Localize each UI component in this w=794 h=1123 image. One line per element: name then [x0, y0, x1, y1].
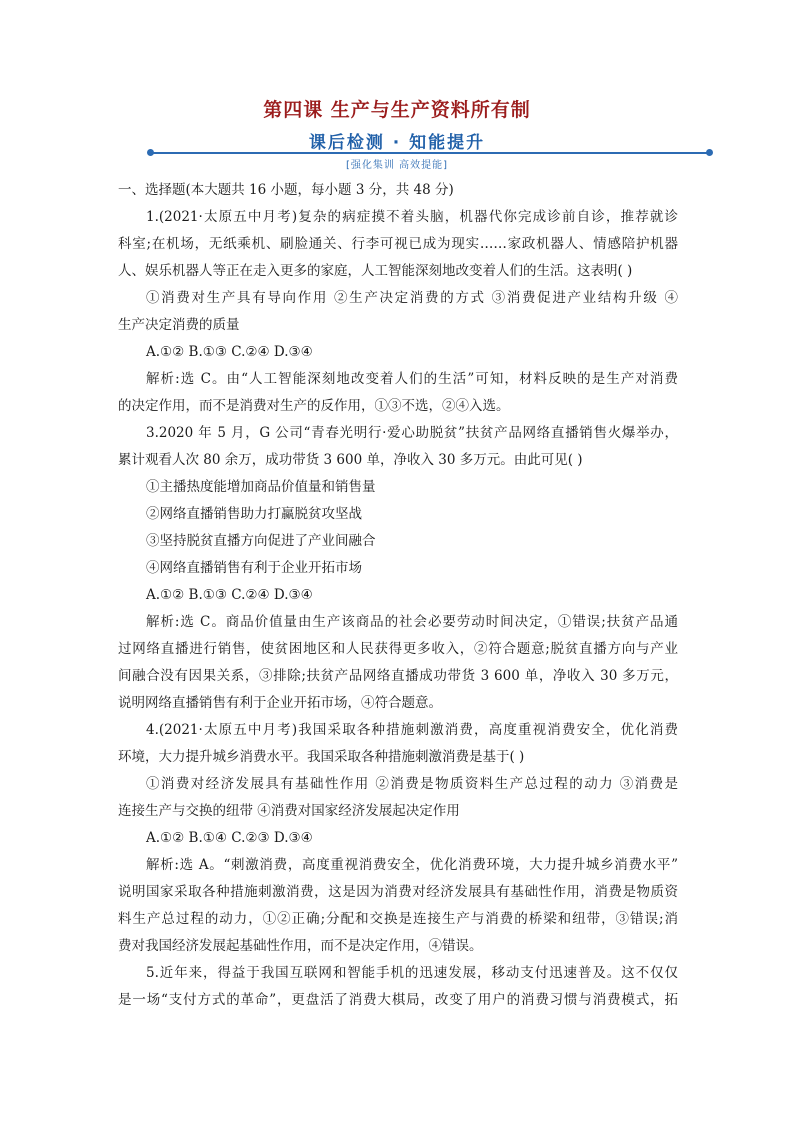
text-line: ③坚持脱贫直播方向促进了产业间融合: [146, 533, 376, 549]
text-line: ②网络直播销售助力打赢脱贫攻坚战: [146, 506, 362, 522]
text-line: 5.近年来，得益于我国互联网和智能手机的迅速发展，移动支付迅速普及。这不仅仅: [146, 965, 678, 981]
text-line: 料生产总过程的动力，①②正确;分配和交换是连接生产与消费的桥梁和纽带，③错误;消: [118, 911, 678, 927]
text-line: 科室;在机场，无纸乘机、刷脸通关、行李可视已成为现实……家政机器人、情感陪护机器: [118, 236, 678, 252]
text-line: ④网络直播销售有利于企业开拓市场: [146, 560, 362, 576]
text-line: 解析:选 A。“刺激消费，高度重视消费安全，优化消费环境，大力提升城乡消费水平”: [146, 857, 678, 873]
section-banner: [0, 128, 794, 176]
text-line: 人、娱乐机器人等正在走入更多的家庭，人工智能深刻地改变着人们的生活。这表明( ): [118, 263, 633, 279]
text-line: 1.(2021·太原五中月考)复杂的病症摸不着头脑，机器代你完成诊前自诊，推荐就诊: [146, 209, 678, 225]
text-line: 间融合没有因果关系，③排除;扶贫产品网络直播成功带货 3 600 单，净收入 30 多万元，: [118, 668, 678, 684]
text-line: 一、选择题(本大题共 16 小题，每小题 3 分，共 48 分): [118, 182, 454, 198]
text-line: 的决定作用，而不是消费对生产的反作用，①③不选，②④入选。: [118, 398, 510, 414]
text-line: 说明网络直播销售有利于企业开拓市场，④符合题意。: [118, 695, 442, 711]
text-line: ①消费对生产具有导向作用 ②生产决定消费的方式 ③消费促进产业结构升级 ④: [146, 290, 678, 306]
text-line: ①消费对经济发展具有基础性作用 ②消费是物质资料生产总过程的动力 ③消费是: [146, 776, 678, 792]
text-line: 解析:选 C。由“人工智能深刻地改变着人们的生活”可知，材料反映的是生产对消费: [146, 371, 678, 387]
text-line: 生产决定消费的质量: [118, 317, 240, 333]
banner-subtitle: [强化集训 高效提能]: [346, 160, 448, 171]
text-line: 费对我国经济发展起基础性作用，而不是决定作用，④错误。: [118, 938, 483, 954]
lesson-title: 第四课 生产与生产资料所有制: [263, 99, 531, 121]
text-line: 环境，大力提升城乡消费水平。我国采取各种措施刺激消费是基于( ): [118, 749, 525, 765]
banner-title: 课后检测 · 知能提升: [308, 133, 486, 153]
text-line: 解析:选 C。商品价值量由生产该商品的社会必要劳动时间决定，①错误;扶贫产品通: [146, 614, 678, 630]
divider-dot-right: [706, 149, 713, 156]
text-line: 累计观看人次 80 余万，成功带货 3 600 单，净收入 30 多万元。由此可见( ): [118, 452, 583, 468]
text-line: 连接生产与交换的纽带 ④消费对国家经济发展起决定作用: [118, 803, 460, 819]
text-line: 3.2020 年 5 月，G 公司“青春光明行·爱心助脱贫”扶贫产品网络直播销售火爆举办，: [146, 425, 678, 441]
question-content: [118, 177, 678, 1014]
banner-divider: [150, 152, 710, 154]
text-line: A.①② B.①③ C.②④ D.③④: [146, 344, 313, 360]
text-line: 是一场“支付方式的革命”，更盘活了消费大棋局，改变了用户的消费习惯与消费模式，拓: [118, 992, 678, 1008]
text-line: A.①② B.①③ C.②④ D.③④: [146, 587, 313, 603]
text-line: 说明国家采取各种措施刺激消费，这是因为消费对经济发展具有基础性作用，消费是物质资: [118, 884, 678, 900]
text-line: A.①② B.①④ C.②③ D.③④: [146, 830, 313, 846]
divider-dot-left: [147, 149, 154, 156]
text-line: 过网络直播进行销售，使贫困地区和人民获得更多收入，②符合题意;脱贫直播方向与产业: [118, 641, 678, 657]
text-line: 4.(2021·太原五中月考)我国采取各种措施刺激消费，高度重视消费安全，优化消费: [146, 722, 678, 738]
text-line: ①主播热度能增加商品价值量和销售量: [146, 479, 376, 495]
